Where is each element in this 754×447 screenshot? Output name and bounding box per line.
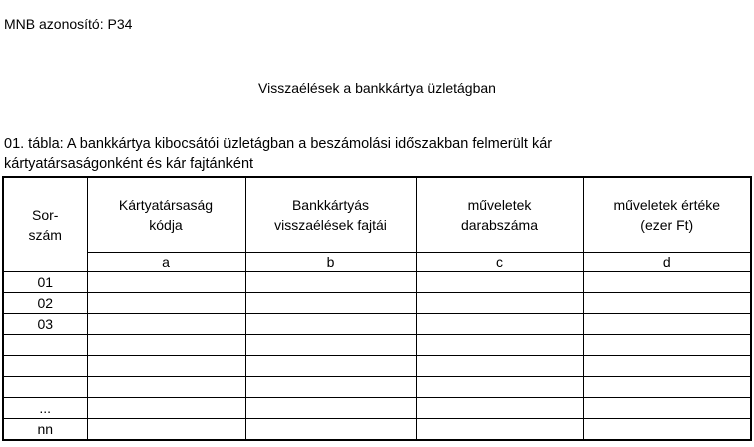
row-number: nn bbox=[3, 419, 87, 441]
table-cell bbox=[416, 272, 583, 293]
table-cell bbox=[416, 314, 583, 335]
report-table bbox=[2, 176, 752, 441]
row-number bbox=[3, 356, 87, 377]
table-cell bbox=[87, 356, 245, 377]
table-cell bbox=[583, 335, 751, 356]
table-cell bbox=[245, 314, 416, 335]
header-darabszam-label: műveletek darabszáma bbox=[460, 197, 539, 233]
table-cell bbox=[87, 314, 245, 335]
table-cell bbox=[583, 272, 751, 293]
table-cell bbox=[87, 377, 245, 398]
header-sorszam-label: Sor- szám bbox=[28, 206, 62, 243]
mnb-identifier: MNB azonosító: P34 bbox=[4, 16, 133, 32]
document-title: Visszaélések a bankkártya üzletágban bbox=[258, 80, 496, 96]
column-letter-c: c bbox=[416, 253, 583, 272]
column-letter-b: b bbox=[245, 253, 416, 272]
row-number bbox=[3, 335, 87, 356]
table-caption-line-2: kártyatársaságonként és kár fajtánként bbox=[4, 156, 254, 172]
table-cell bbox=[583, 356, 751, 377]
table-cell bbox=[87, 398, 245, 419]
table-cell bbox=[416, 293, 583, 314]
table-cell bbox=[245, 293, 416, 314]
table-row bbox=[3, 335, 751, 356]
header-visszaelesek-label: Bankkártyás visszaélések fajtái bbox=[274, 197, 387, 233]
header-darabszam bbox=[416, 177, 583, 253]
table-cell bbox=[583, 377, 751, 398]
header-sorszam bbox=[3, 177, 87, 272]
table-row bbox=[3, 356, 751, 377]
header-ertek-label: műveletek értéke (ezer Ft) bbox=[613, 197, 721, 233]
table-cell bbox=[416, 356, 583, 377]
table-cell bbox=[87, 293, 245, 314]
table-row bbox=[3, 419, 751, 441]
row-number: 02 bbox=[3, 293, 87, 314]
table-caption bbox=[4, 134, 749, 174]
table-cell bbox=[245, 272, 416, 293]
table-cell bbox=[416, 398, 583, 419]
table-cell bbox=[245, 377, 416, 398]
header-ertek bbox=[583, 177, 751, 253]
column-letter-d: d bbox=[583, 253, 751, 272]
table-row bbox=[3, 293, 751, 314]
table-cell bbox=[245, 356, 416, 377]
table-row bbox=[3, 377, 751, 398]
table-row bbox=[3, 272, 751, 293]
row-number: ... bbox=[3, 398, 87, 419]
row-number: 01 bbox=[3, 272, 87, 293]
table-cell bbox=[416, 377, 583, 398]
header-kartyatarsasag-label: Kártyatársaság kódja bbox=[118, 197, 214, 233]
column-letter-row bbox=[3, 253, 751, 272]
column-letter-a: a bbox=[87, 253, 245, 272]
table-cell bbox=[245, 398, 416, 419]
table-header-row bbox=[3, 177, 751, 253]
table-cell bbox=[87, 272, 245, 293]
table-cell bbox=[583, 419, 751, 441]
table-row bbox=[3, 398, 751, 419]
table-cell bbox=[583, 314, 751, 335]
table-cell bbox=[583, 293, 751, 314]
header-kartyatarsasag bbox=[87, 177, 245, 253]
table-cell bbox=[416, 335, 583, 356]
row-number: 03 bbox=[3, 314, 87, 335]
table-row bbox=[3, 314, 751, 335]
row-number bbox=[3, 377, 87, 398]
table-cell bbox=[416, 419, 583, 441]
header-visszaelesek bbox=[245, 177, 416, 253]
table-cell bbox=[245, 335, 416, 356]
table-cell bbox=[87, 419, 245, 441]
table-cell bbox=[583, 398, 751, 419]
table-cell bbox=[245, 419, 416, 441]
table-cell bbox=[87, 335, 245, 356]
table-caption-line-1: 01. tábla: A bankkártya kibocsátói üzletágban a beszámolási időszakban felmerült kár bbox=[4, 136, 553, 152]
